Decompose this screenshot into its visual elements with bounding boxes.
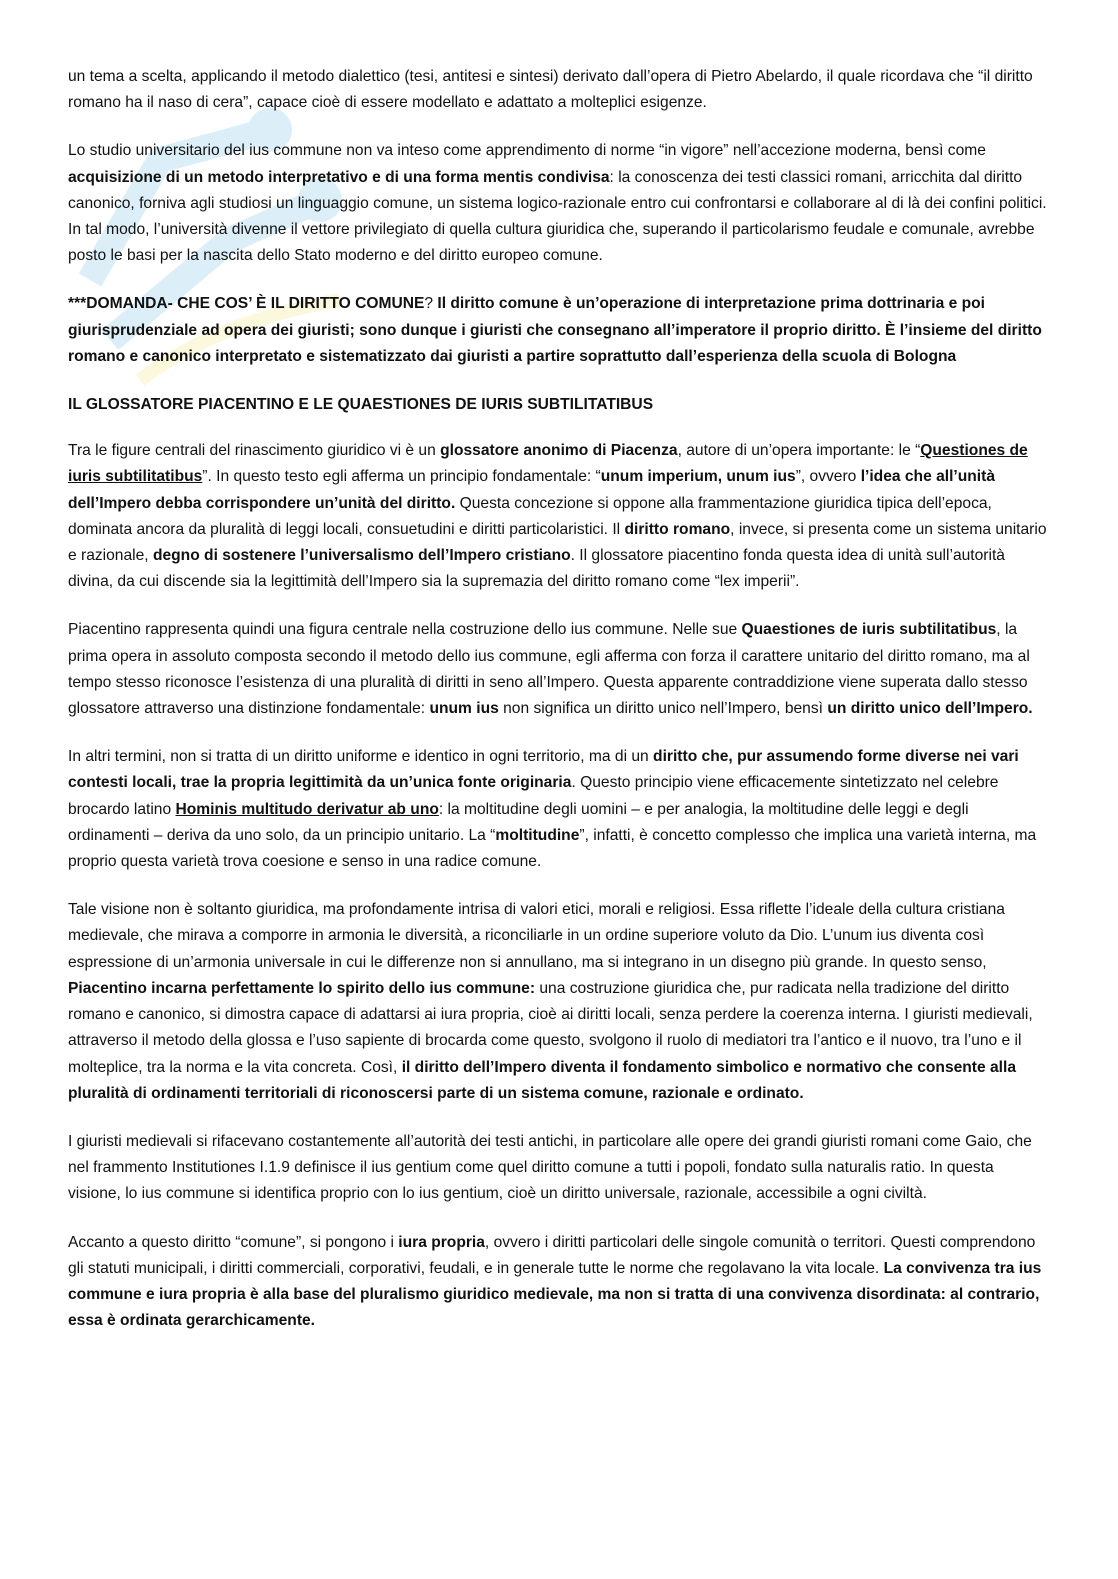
text-run: Accanto a questo diritto “comune”, si pongono i [68, 1233, 399, 1251]
brocardo-underlined: Hominis multitudo derivatur ab uno [175, 800, 439, 818]
text-run: Tale visione non è soltanto giuridica, ma profondamente intrisa di valori etici, morali e religiosi. Essa riflette l’ideale della cultura cristiana medievale, che mirava a comporre in armonia le diversità, a riconciliarle in un ordine superiore voluto da Dio. L’unum ius diventa così espressione di un’armonia universale in cui le differenze non si annullano, ma si integrano in un disegno più grande. In questo senso, [68, 901, 1005, 971]
text-run: In altri termini, non si tratta di un diritto uniforme e identico in ogni territorio, ma di un [68, 748, 654, 766]
text-run-bold: La convivenza tra ius commune e iura propria è alla base del pluralismo giuridico medievale, ma non si tratta di una convivenza disordinata: al contrario, essa è ordinata gerarchicamente. [68, 1259, 1042, 1330]
text-run: Piacentino rappresenta quindi una figura centrale nella costruzione dello ius commune. Nelle sue [68, 621, 742, 639]
text-run: Tra le figure centrali del rinascimento giuridico vi è un [68, 442, 441, 460]
text-run: ? [424, 295, 438, 313]
paragraph-visione [68, 897, 1048, 1107]
text-run: I giuristi medievali si rifacevano costantemente all’autorità dei testi antichi, in particolare alle opere dei grandi giuristi romani come Gaio, che nel frammento Institutiones I.1.9 definisce il ius gentium come quel diritto comune a tutti i popoli, fondato sulla naturalis ratio. In questa visione, lo ius commune si identifica proprio con lo ius gentium, cioè un diritto universale, razionale, accessibile a ogni civiltà. [68, 1132, 1032, 1203]
document-body [68, 64, 1048, 1356]
paragraph-iura-propria [68, 1230, 1048, 1335]
text-run: ”, ovvero [795, 468, 861, 486]
text-run-bold: il diritto dell’Impero diventa il fondamento simbolico e normativo che consente alla pluralità di ordinamenti territoriali di riconoscersi parte di un sistema comune, razionale e ordinato. [68, 1058, 1017, 1102]
text-run: una costruzione giuridica che, pur radicata nella tradizione del diritto romano e canonico, si dimostra capace di adattarsi ai iura propria, cioè ai diritti locali, senza perdere la coerenza interna. I giuristi medievali, attraverso il metodo della glossa e l’uso sapiente di brocarda come questo, svolgono il ruolo di mediatori tra l’antico e il nuovo, tra l’uno e il molteplice, tra la norma e la vita concreta. Così, [68, 979, 1033, 1076]
text-run: , ovvero i diritti particolari delle singole comunità o territori. Questi comprendono gli statuti municipali, i diritti commerciali, corporativi, feudali, e in generale tutte le norme che regolavano la vita locale. [68, 1233, 1036, 1277]
text-run: : la conoscenza dei testi classici romani, arricchita dal diritto canonico, forniva agli studiosi un linguaggio comune, un sistema logico-razionale entro cui confrontarsi e collaborare al di là dei confini politici. In tal modo, l’università divenne il vettore privilegiato di quella cultura giuridica che, superando il particolarismo feudale e comunale, avrebbe posto le basi per la nascita dello Stato moderno e del diritto europeo comune. [68, 168, 1047, 265]
paragraph-moltitudine [68, 744, 1048, 875]
text-run-bold: l’idea che all’unità dell’Impero debba corrispondere un’unità del diritto. [68, 468, 996, 512]
section-heading-text: IL GLOSSATORE PIACENTINO E LE QUAESTIONES DE IURIS SUBTILITATIBUS [68, 396, 654, 414]
section-heading [68, 392, 1048, 418]
question-label: ***DOMANDA- CHE COS’ È IL DIRITTO COMUNE [68, 295, 425, 313]
text-run-bold: acquisizione di un metodo interpretativo e di una forma mentis condivisa [68, 168, 610, 186]
text-run: ”. In questo testo egli afferma un principio fondamentale: “ [202, 468, 601, 486]
paragraph-piacenza [68, 438, 1048, 595]
text-run: Lo studio universitario del ius commune non va inteso come apprendimento di norme “in vigore” nell’accezione moderna, bensì come [68, 142, 986, 160]
text-run: Questa concezione si oppone alla frammentazione giuridica tipica dell’epoca, dominata ancora da pluralità di leggi locali, consuetudini e diritti particolaristici. Il [68, 494, 992, 538]
text-run: ”, infatti, è concetto complesso che implica una varietà interna, ma proprio questa varietà trova coesione e senso in una radice comune. [68, 826, 1037, 871]
text-run-bold: diritto che, pur assumendo forme diverse nei vari contesti locali, trae la propria legittimità da un’unica fonte originaria [68, 748, 1019, 792]
text-run-bold: diritto romano [624, 520, 731, 538]
text-run-bold: moltitudine [495, 826, 580, 844]
paragraph-1 [68, 64, 1048, 116]
text-run-bold: Piacentino incarna perfettamente lo spirito dello ius commune: [68, 979, 536, 997]
paragraph-gaio [68, 1129, 1048, 1208]
paragraph-2 [68, 138, 1048, 269]
text-run: . Questo principio viene efficacemente sintetizzato nel celebre brocardo latino [68, 774, 999, 818]
text-run: un tema a scelta, applicando il metodo dialettico (tesi, antitesi e sintesi) derivato dall’opera di Pietro Abelardo, il quale ricordava che “il diritto romano ha il naso di cera”, capace cioè di essere modellato e adattato a molteplici esigenze. [68, 68, 1033, 112]
text-run: . Il glossatore piacentino fonda questa idea di unità sull’autorità divina, da cui discende sia la legittimità dell’Impero sia la supremazia del diritto romano come “lex imperii”. [68, 547, 1005, 591]
text-run: non significa un diritto unico nell’Impero, bensì [498, 700, 828, 718]
text-run: : la moltitudine degli uomini – e per analogia, la moltitudine delle leggi e degli ordinamenti – deriva da uno solo, da un principio unitario. La “ [68, 800, 969, 844]
question-paragraph [68, 291, 1048, 370]
text-run-bold: unum ius [429, 700, 499, 718]
work-title-underlined: Questiones de iuris subtilitatibus [68, 442, 1028, 486]
paragraph-piacentino [68, 617, 1048, 722]
text-run: , invece, si presenta come un sistema unitario e razionale, [68, 520, 1047, 565]
text-run-bold: unum imperium, unum ius [600, 468, 796, 486]
text-run-bold: glossatore anonimo di Piacenza [440, 442, 678, 460]
text-run-bold: un diritto unico dell’Impero. [827, 700, 1033, 718]
text-run: , autore di un’opera importante: le “ [677, 442, 921, 460]
text-run-bold: degno di sostenere l’universalismo dell’Impero cristiano [152, 547, 571, 565]
text-run-bold: Quaestiones de iuris subtilitatibus [741, 621, 997, 639]
text-run: , la prima opera in assoluto composta secondo il metodo dello ius commune, egli afferma con forza il carattere unitario del diritto romano, ma al tempo stesso riconosce l’esistenza di una pluralità di diritti in seno all’Impero. Questa apparente contraddizione viene superata dallo stesso glossatore attraverso una distinzione fondamentale: [68, 621, 1030, 718]
question-answer: Il diritto comune è un’operazione di interpretazione prima dottrinaria e poi giurisprudenziale ad opera dei giuristi; sono dunque i giuristi che consegnano all’imperatore il proprio diritto. È l’insieme del diritto romano e canonico interpretato e sistematizzato dai giuristi a partire soprattutto dall’esperienza della scuola di Bologna [68, 295, 1042, 365]
text-run-bold: iura propria [398, 1233, 485, 1251]
